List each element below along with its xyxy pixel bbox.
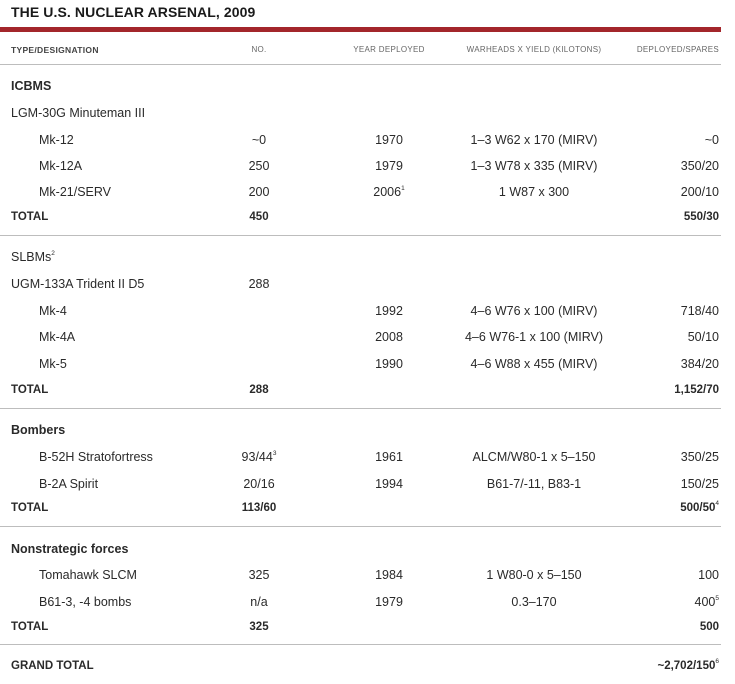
total-row [0, 502, 735, 520]
type-cell: Mk-5 [39, 357, 67, 371]
total-row [0, 621, 735, 639]
section-bombers [0, 423, 735, 441]
no-cell: 20/16 [243, 477, 275, 491]
table-row [0, 133, 735, 151]
no-cell [220, 450, 298, 464]
section-divider [0, 644, 721, 645]
total-label: TOTAL [11, 211, 49, 223]
warheads-cell: 4–6 W76 x 100 (MIRV) [470, 304, 598, 318]
table-row [0, 304, 735, 322]
section-title [11, 250, 55, 264]
no-cell: ~0 [251, 133, 267, 147]
deployed-value: 400 [694, 595, 716, 609]
header-type: TYPE/DESIGNATION [11, 45, 99, 55]
type-cell: Mk-4A [39, 330, 76, 344]
grand-total-label: GRAND TOTAL [11, 660, 94, 672]
table-row [0, 568, 735, 586]
header-deployed: DEPLOYED/SPARES [636, 45, 719, 54]
no-value: 93/44 [241, 450, 273, 464]
type-cell: Mk-21/SERV [39, 185, 112, 199]
year-cell: 2008 [375, 330, 403, 344]
footnote-marker: 3 [272, 450, 277, 457]
no-cell: 325 [248, 568, 270, 582]
deployed-cell: 100 [698, 568, 719, 582]
section-divider [0, 408, 721, 409]
footnote-marker: 2 [51, 250, 55, 257]
no-cell: 250 [248, 159, 270, 173]
year-cell: 1979 [375, 595, 403, 609]
type-cell: Mk-12A [39, 159, 83, 173]
year-cell [350, 185, 428, 199]
warheads-cell: 1 W87 x 300 [498, 185, 570, 199]
header-divider [0, 64, 721, 65]
total-no: 450 [249, 211, 269, 223]
no-cell: 200 [248, 185, 270, 199]
footnote-marker: 4 [715, 500, 719, 507]
title-accent-bar [0, 27, 721, 32]
deployed-cell: 350/25 [680, 450, 719, 464]
total-deployed: 1,152/70 [674, 384, 719, 396]
grand-total-deployed [657, 660, 719, 672]
section-title-text: SLBMs [11, 250, 52, 264]
warheads-cell: B61-7/-11, B83-1 [486, 477, 582, 491]
type-cell: B-2A Spirit [39, 477, 99, 491]
year-cell: 1961 [375, 450, 403, 464]
warheads-cell: 1–3 W78 x 335 (MIRV) [470, 159, 598, 173]
footnote-marker: 6 [715, 658, 719, 665]
header-no: NO. [251, 45, 267, 54]
warheads-cell: 1–3 W62 x 170 (MIRV) [470, 133, 598, 147]
type-cell: Mk-12 [39, 133, 74, 147]
year-cell: 1994 [375, 477, 403, 491]
grand-total-value: ~2,702/150 [657, 660, 716, 672]
section-divider [0, 235, 721, 236]
deployed-cell: ~0 [704, 133, 719, 147]
table-row [0, 357, 735, 375]
year-cell: 1970 [375, 133, 403, 147]
type-cell: Mk-4 [39, 304, 67, 318]
table-row [0, 450, 735, 468]
deployed-cell: 384/20 [680, 357, 719, 371]
total-deployed: 500 [699, 621, 719, 633]
type-cell: B-52H Stratofortress [39, 450, 153, 464]
year-cell: 1990 [375, 357, 403, 371]
system-row [0, 106, 735, 124]
section-slbm [0, 250, 735, 268]
total-deployed-value: 500/50 [680, 502, 716, 514]
grand-total-row [0, 660, 735, 678]
section-title: Bombers [11, 423, 66, 437]
warheads-cell: 0.3–170 [511, 595, 557, 609]
header-warheads: WARHEADS X YIELD (KILOTONS) [466, 45, 602, 54]
deployed-cell: 50/10 [687, 330, 719, 344]
table-row [0, 185, 735, 203]
system-name: UGM-133A Trident II D5 [11, 277, 145, 291]
table-row [0, 330, 735, 348]
total-no: 325 [249, 621, 269, 633]
table-row [0, 477, 735, 495]
type-cell: B61-3, -4 bombs [39, 595, 132, 609]
deployed-cell: 150/25 [680, 477, 719, 491]
section-title: ICBMS [11, 79, 52, 93]
footnote-marker: 5 [715, 595, 719, 602]
table-row [0, 159, 735, 177]
year-value: 2006 [373, 185, 402, 199]
warheads-cell: 4–6 W76-1 x 100 (MIRV) [464, 330, 604, 344]
header-year: YEAR DEPLOYED [353, 45, 425, 54]
deployed-cell: 718/40 [680, 304, 719, 318]
total-deployed: 550/30 [683, 211, 719, 223]
warheads-cell: 4–6 W88 x 455 (MIRV) [470, 357, 598, 371]
table-row [0, 595, 735, 613]
warheads-cell: 1 W80-0 x 5–150 [486, 568, 582, 582]
section-divider [0, 526, 721, 527]
section-icbm [0, 79, 735, 97]
total-label: TOTAL [11, 621, 49, 633]
system-row [0, 277, 735, 295]
system-name: LGM-30G Minuteman III [11, 106, 146, 120]
deployed-cell: 350/20 [680, 159, 719, 173]
footnote-marker: 1 [401, 185, 405, 192]
year-cell: 1992 [375, 304, 403, 318]
no-cell: 288 [248, 277, 270, 291]
total-no: 288 [249, 384, 269, 396]
total-no: 113/60 [241, 502, 277, 514]
warheads-cell: ALCM/W80-1 x 5–150 [472, 450, 596, 464]
year-cell: 1979 [375, 159, 403, 173]
total-label: TOTAL [11, 384, 49, 396]
year-cell: 1984 [375, 568, 403, 582]
section-nonstrategic [0, 542, 735, 560]
table-title: THE U.S. NUCLEAR ARSENAL, 2009 [11, 4, 256, 20]
total-label: TOTAL [11, 502, 49, 514]
deployed-cell: 200/10 [680, 185, 719, 199]
deployed-cell [695, 595, 719, 609]
section-title: Nonstrategic forces [11, 542, 129, 556]
total-row [0, 384, 735, 402]
type-cell: Tomahawk SLCM [39, 568, 137, 582]
no-cell: n/a [250, 595, 268, 609]
total-row [0, 211, 735, 229]
total-deployed [680, 502, 719, 514]
